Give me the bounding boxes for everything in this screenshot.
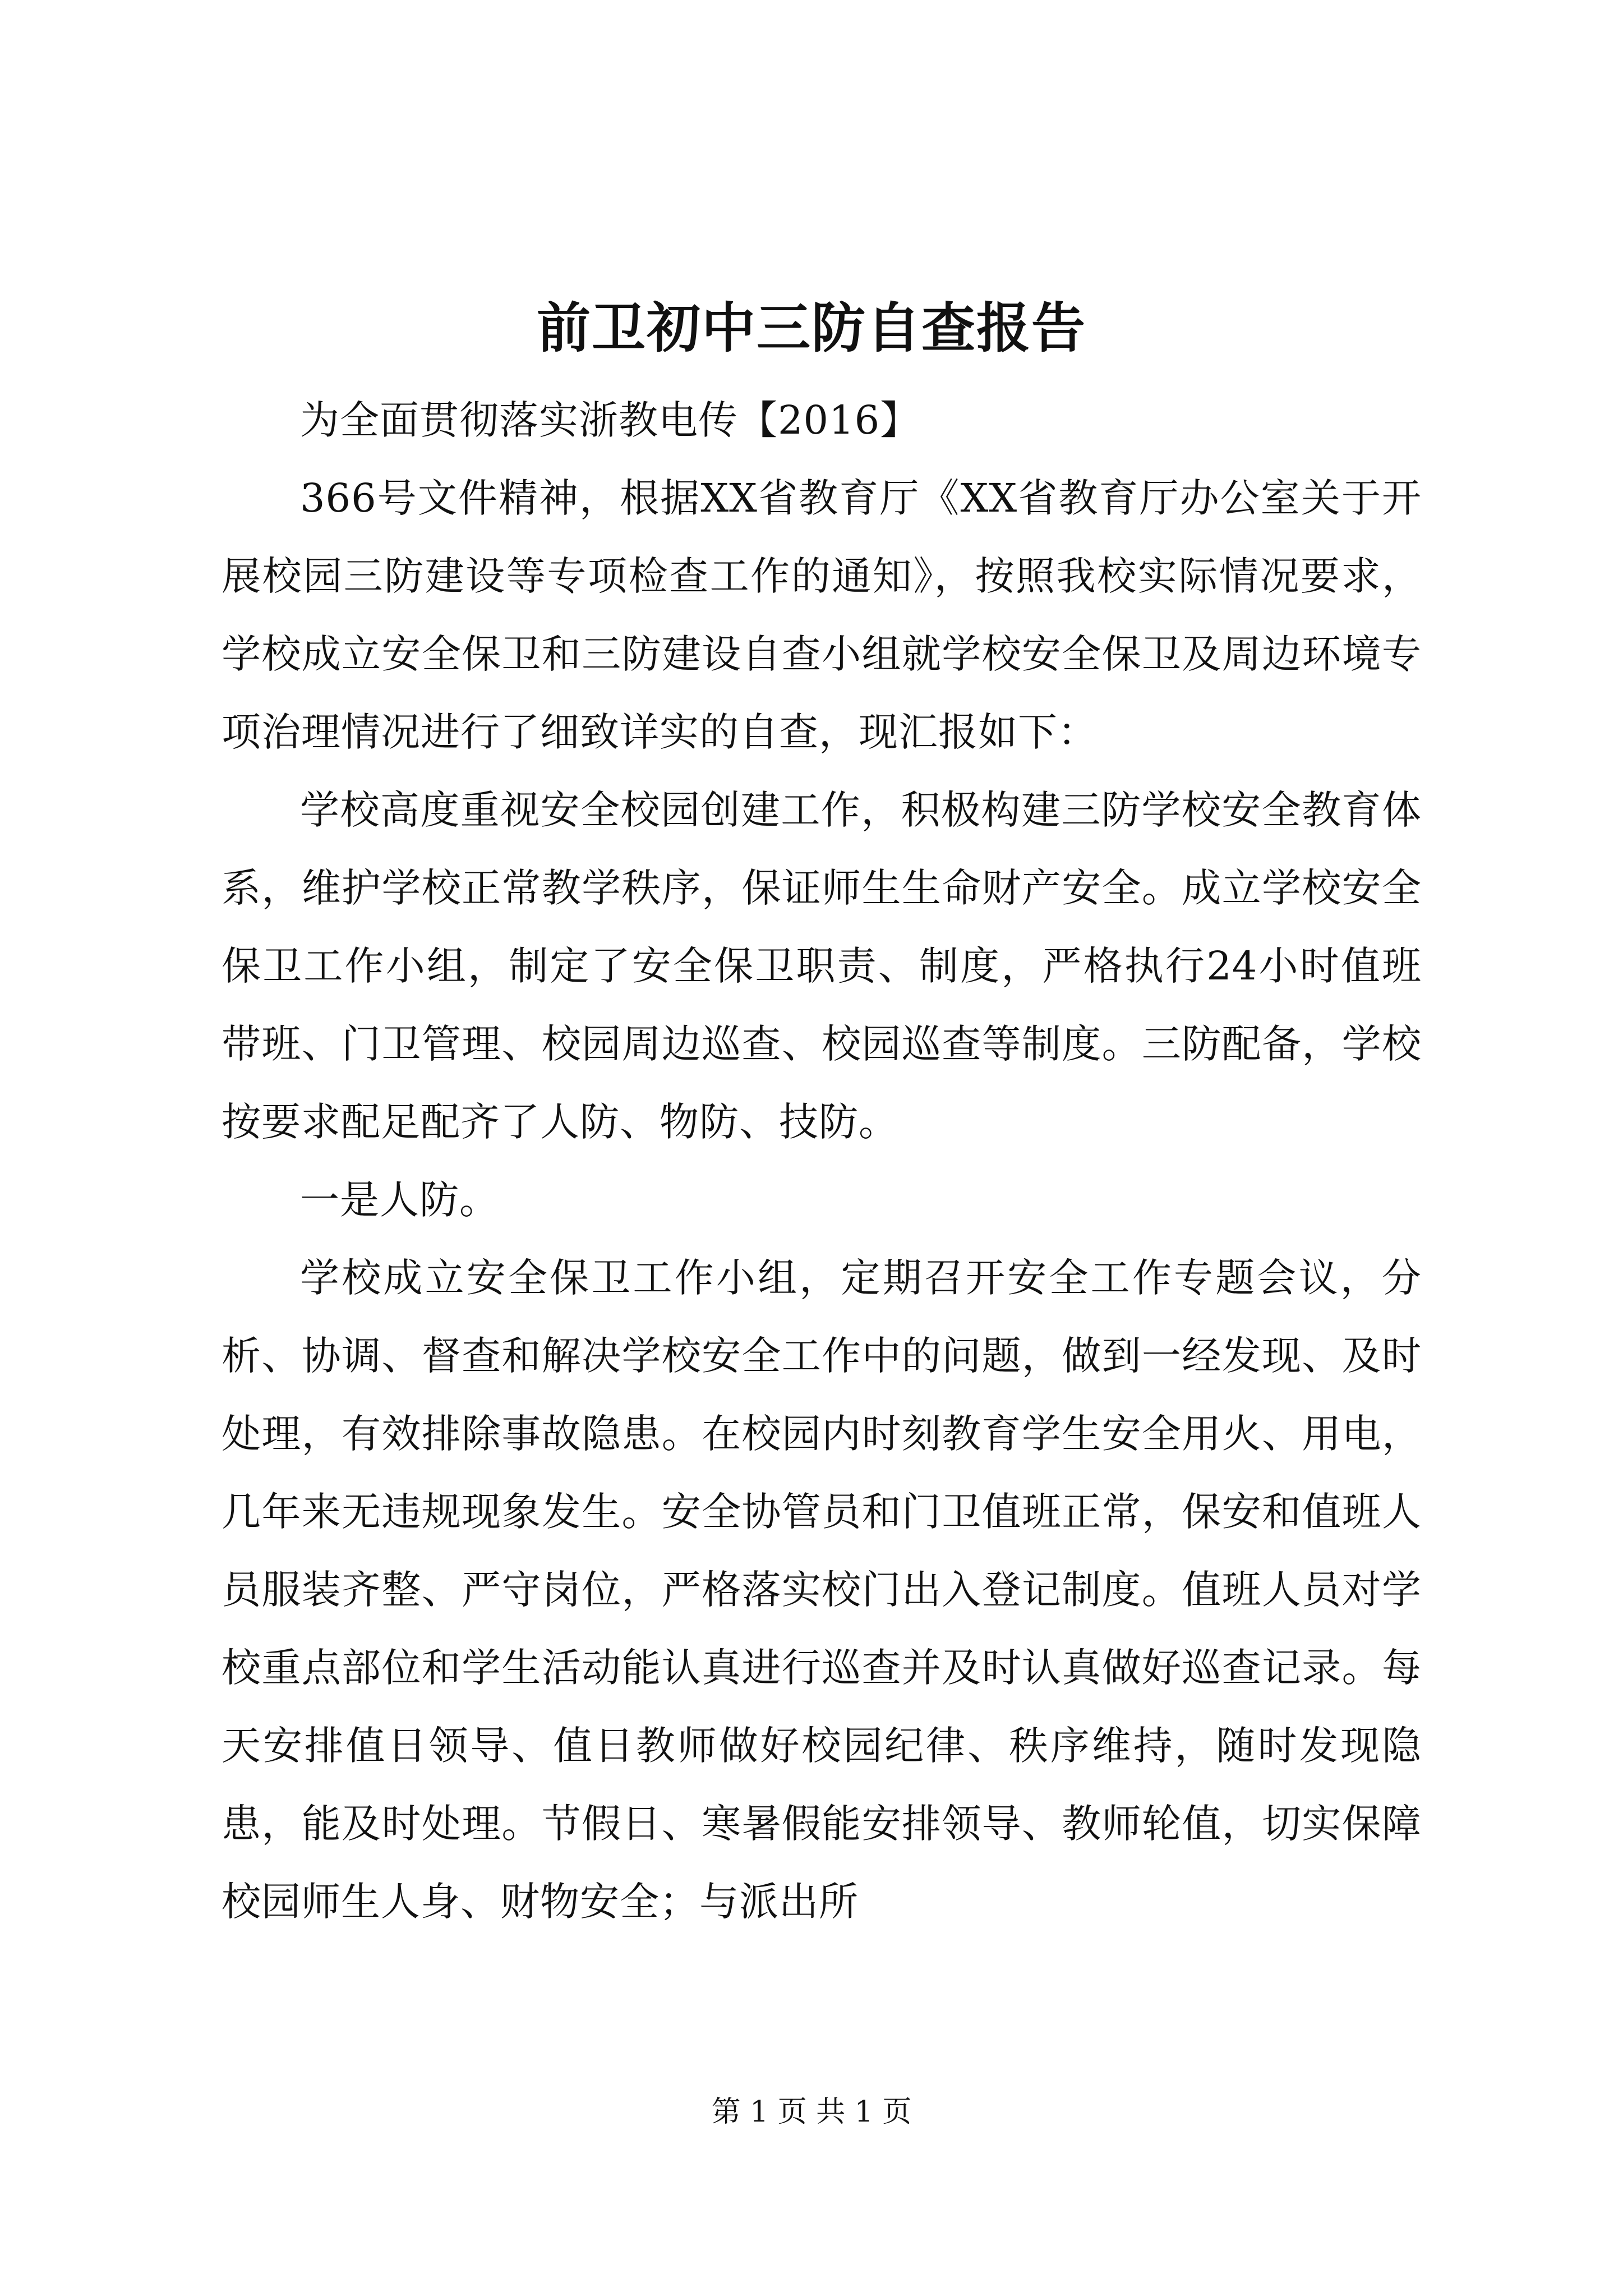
paragraph-intro: 为全面贯彻落实浙教电传【2016】 bbox=[300, 397, 920, 443]
page-footer: 第 1 页 共 1 页 bbox=[711, 2095, 912, 2129]
paragraph-basis: 366号文件精神，根据XX省教育厅《XX省教育厅办公室关于开展校园三防建设等专项检查工作的通知》，按照我校实际情况要求，学校成立安全保卫和三防建设自查小组就学校安全保卫及周边环境专项治理情况进行了细致详实的自查，现汇报如下： bbox=[222, 475, 1422, 755]
document-title: 前卫初中三防自查报告 bbox=[537, 296, 1086, 360]
paragraph-heading-personnel: 一是人防。 bbox=[300, 1177, 499, 1223]
paragraph-overview: 学校高度重视安全校园创建工作，积极构建三防学校安全教育体系，维护学校正常教学秩序，保证师生生命财产安全。成立学校安全保卫工作小组，制定了安全保卫职责、制度，严格执行24小时值班带班、门卫管理、校园周边巡查、校园巡查等制度。三防配备，学校按要求配足配齐了人防、物防、技防。 bbox=[222, 787, 1422, 1145]
paragraph-personnel: 学校成立安全保卫工作小组，定期召开安全工作专题会议，分析、协调、督查和解决学校安全工作中的问题，做到一经发现、及时处理，有效排除事故隐患。在校园内时刻教育学生安全用火、用电，几年来无违规现象发生。安全协管员和门卫值班正常，保安和值班人员服装齐整、严守岗位，严格落实校门出入登记制度。值班人员对学校重点部位和学生活动能认真进行巡查并及时认真做好巡查记录。每天安排值日领导、值日教师做好校园纪律、秩序维持，随时发现隐患，能及时处理。节假日、寒暑假能安排领导、教师轮值，切实保障校园师生人身、财物安全；与派出所 bbox=[222, 1255, 1422, 1925]
document-body bbox=[222, 381, 1422, 1941]
